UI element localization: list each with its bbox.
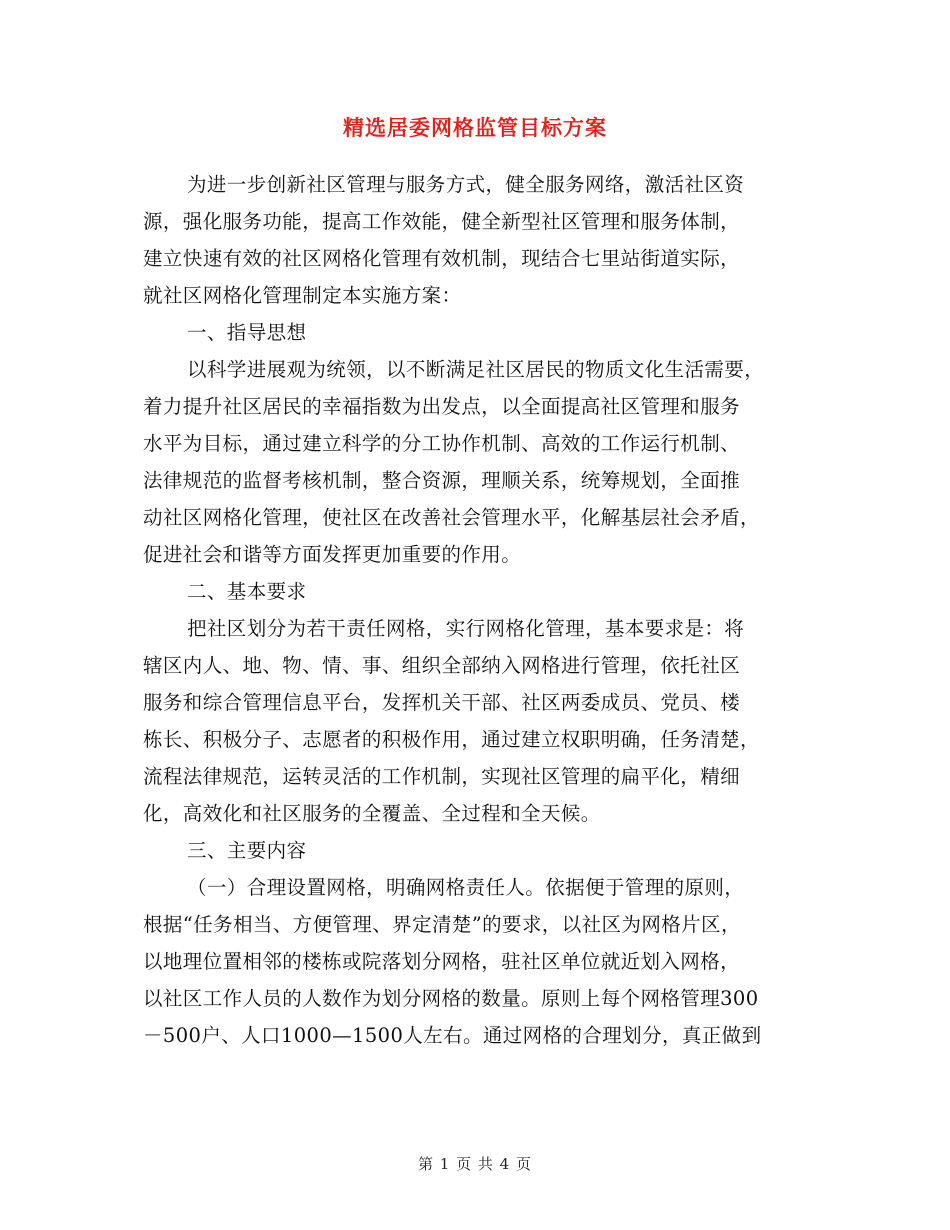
text-line: 以地理位置相邻的楼栋或院落划分网格，驻社区单位就近划入网格， [143, 950, 741, 973]
text-line: 化，高效化和社区服务的全覆盖、全过程和全天候。 [143, 802, 601, 825]
text-line: 以社区工作人员的人数作为划分网格的数量。原则上每个网格管理300 [143, 987, 759, 1010]
document-body [143, 166, 808, 1054]
text-line: 以科学进展观为统领，以不断满足社区居民的物质文化生活需要， [187, 358, 765, 381]
text-line: 栋长、积极分子、志愿者的积极作用，通过建立权职明确，任务清楚， [143, 728, 760, 751]
text-line: 建立快速有效的社区网格化管理有效机制，现结合七里站街道实际， [143, 247, 741, 270]
text-line: 服务和综合管理信息平台，发挥机关干部、社区两委成员、党员、楼 [143, 691, 741, 714]
text-line: 就社区网格化管理制定本实施方案： [143, 284, 462, 307]
text-line: 法律规范的监督考核机制，整合资源，理顺关系，统筹规划，全面推 [143, 469, 741, 492]
text-line: 二、基本要求 [187, 580, 307, 603]
text-line: 动社区网格化管理，使社区在改善社会管理水平，化解基层社会矛盾， [143, 506, 760, 529]
text-line: 着力提升社区居民的幸福指数为出发点，以全面提高社区管理和服务 [143, 395, 741, 418]
page-number: 第 1 页 共 4 页 [418, 1155, 532, 1173]
text-line: 为进一步创新社区管理与服务方式，健全服务网络，激活社区资 [187, 173, 745, 196]
text-line: 三、主要内容 [187, 839, 307, 862]
text-line: 辖区内人、地、物、情、事、组织全部纳入网格进行管理，依托社区 [143, 654, 741, 677]
text-line: （一）合理设置网格，明确网格责任人。依据便于管理的原则， [187, 876, 745, 899]
text-line: 水平为目标，通过建立科学的分工协作机制、高效的工作运行机制、 [143, 432, 741, 455]
text-line: 一、指导思想 [187, 321, 307, 344]
document-title: 精选居委网格监管目标方案 [343, 115, 607, 140]
text-line: 流程法律规范，运转灵活的工作机制，实现社区管理的扁平化，精细 [143, 765, 741, 788]
text-line: 把社区划分为若干责任网格，实行网格化管理，基本要求是：将 [187, 617, 745, 640]
text-line: 根据“任务相当、方便管理、界定清楚”的要求，以社区为网格片区， [143, 913, 741, 936]
text-line: 源，强化服务功能，提高工作效能，健全新型社区管理和服务体制， [143, 210, 741, 233]
text-line: 促进社会和谐等方面发挥更加重要的作用。 [143, 543, 522, 566]
text-line: －500户、人口1000—1500人左右。通过网格的合理划分，真正做到 [143, 1024, 762, 1047]
